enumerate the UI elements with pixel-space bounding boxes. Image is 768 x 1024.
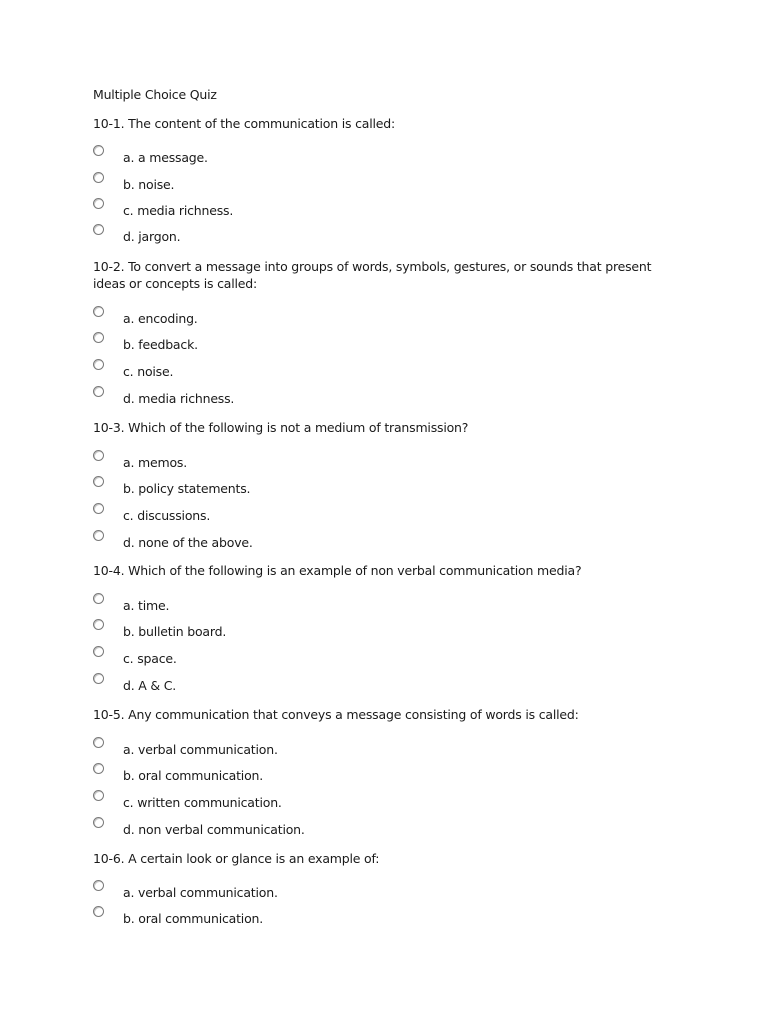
option-label: c. discussions. xyxy=(123,508,211,523)
radio-button[interactable] xyxy=(93,450,104,461)
page-title: Multiple Choice Quiz xyxy=(93,87,217,102)
option-label: b. oral communication. xyxy=(123,768,264,783)
option-label: b. bulletin board. xyxy=(123,624,227,639)
radio-button[interactable] xyxy=(93,530,104,541)
option-label: a. verbal communication. xyxy=(123,885,278,900)
answer-option[interactable] xyxy=(93,646,493,672)
option-label: b. oral communication. xyxy=(123,911,264,926)
answer-option[interactable] xyxy=(93,306,493,332)
option-label: d. A & C. xyxy=(123,678,177,693)
answer-option[interactable] xyxy=(93,476,493,502)
option-label: b. noise. xyxy=(123,177,175,192)
answer-option[interactable] xyxy=(93,224,493,250)
answer-option[interactable] xyxy=(93,593,493,619)
answer-option[interactable] xyxy=(93,386,493,412)
answer-option[interactable] xyxy=(93,619,493,645)
radio-button[interactable] xyxy=(93,619,104,630)
answer-option[interactable] xyxy=(93,906,493,932)
answer-option[interactable] xyxy=(93,145,493,171)
option-label: d. none of the above. xyxy=(123,535,253,550)
radio-button[interactable] xyxy=(93,646,104,657)
option-label: c. media richness. xyxy=(123,203,234,218)
answer-option[interactable] xyxy=(93,530,493,556)
question-text: 10-1. The content of the communication is called: xyxy=(93,116,395,131)
option-label: a. memos. xyxy=(123,455,187,470)
question-text: 10-4. Which of the following is an example of non verbal communication media? xyxy=(93,563,582,578)
option-label: d. jargon. xyxy=(123,229,181,244)
option-label: a. a message. xyxy=(123,150,208,165)
option-label: a. encoding. xyxy=(123,311,198,326)
radio-button[interactable] xyxy=(93,172,104,183)
radio-button[interactable] xyxy=(93,476,104,487)
radio-button[interactable] xyxy=(93,145,104,156)
answer-option[interactable] xyxy=(93,673,493,699)
answer-option[interactable] xyxy=(93,198,493,224)
option-label: a. time. xyxy=(123,598,170,613)
option-label: b. feedback. xyxy=(123,337,198,352)
question-text: 10-6. A certain look or glance is an example of: xyxy=(93,851,380,866)
radio-button[interactable] xyxy=(93,198,104,209)
radio-button[interactable] xyxy=(93,880,104,891)
radio-button[interactable] xyxy=(93,332,104,343)
radio-button[interactable] xyxy=(93,503,104,514)
question-text: 10-5. Any communication that conveys a message consisting of words is called: xyxy=(93,707,579,722)
option-label: a. verbal communication. xyxy=(123,742,278,757)
answer-option[interactable] xyxy=(93,790,493,816)
answer-option[interactable] xyxy=(93,450,493,476)
option-label: b. policy statements. xyxy=(123,481,251,496)
option-label: d. non verbal communication. xyxy=(123,822,305,837)
option-label: c. noise. xyxy=(123,364,174,379)
answer-option[interactable] xyxy=(93,763,493,789)
radio-button[interactable] xyxy=(93,817,104,828)
answer-option[interactable] xyxy=(93,817,493,843)
radio-button[interactable] xyxy=(93,593,104,604)
option-label: c. space. xyxy=(123,651,177,666)
option-label: d. media richness. xyxy=(123,391,235,406)
radio-button[interactable] xyxy=(93,673,104,684)
answer-option[interactable] xyxy=(93,359,493,385)
radio-button[interactable] xyxy=(93,359,104,370)
radio-button[interactable] xyxy=(93,906,104,917)
answer-option[interactable] xyxy=(93,737,493,763)
question-text: 10-2. To convert a message into groups of words, symbols, gestures, or sounds that present ideas or concepts is called: xyxy=(93,259,652,291)
radio-button[interactable] xyxy=(93,737,104,748)
radio-button[interactable] xyxy=(93,790,104,801)
radio-button[interactable] xyxy=(93,386,104,397)
question-text: 10-3. Which of the following is not a medium of transmission? xyxy=(93,420,469,435)
radio-button[interactable] xyxy=(93,763,104,774)
answer-option[interactable] xyxy=(93,332,493,358)
answer-option[interactable] xyxy=(93,172,493,198)
radio-button[interactable] xyxy=(93,306,104,317)
option-label: c. written communication. xyxy=(123,795,282,810)
radio-button[interactable] xyxy=(93,224,104,235)
answer-option[interactable] xyxy=(93,880,493,906)
answer-option[interactable] xyxy=(93,503,493,529)
